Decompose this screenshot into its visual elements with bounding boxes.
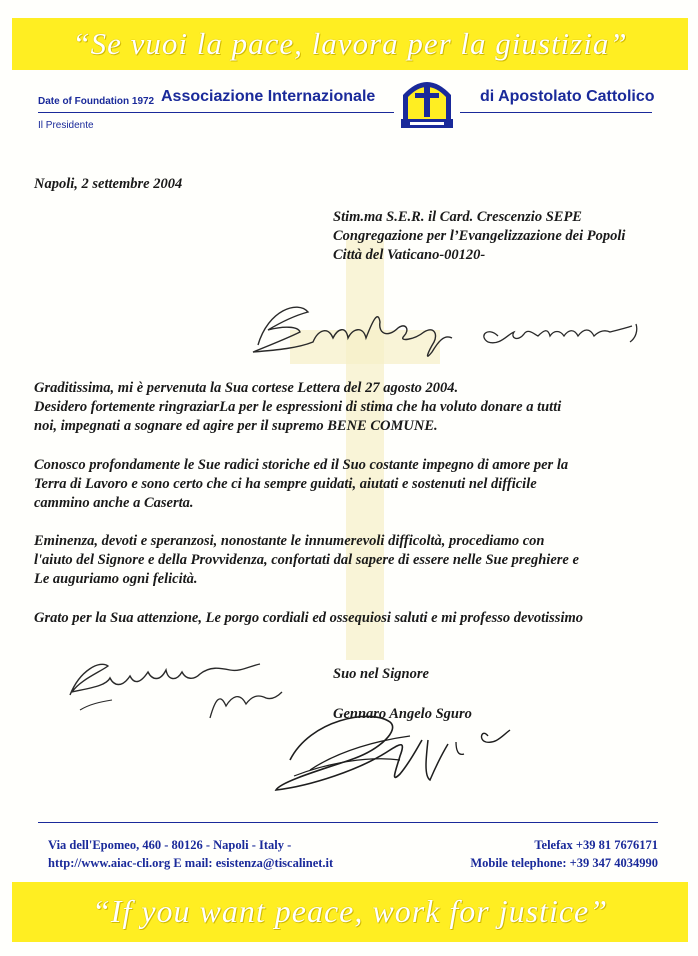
paragraph <box>34 379 561 436</box>
association-name-right: di Apostolato Cattolico <box>480 88 655 105</box>
letterhead-rule-left <box>38 112 394 113</box>
recipient-line: Congregazione per l’Evangelizzazione dei Popoli <box>333 228 626 244</box>
signer-name: Gennaro Angelo Sguro <box>333 706 472 722</box>
letterhead <box>38 86 660 120</box>
footer-contact-left <box>48 836 333 872</box>
recipient-line: Stim.ma S.E.R. il Card. Crescenzio SEPE <box>333 209 582 225</box>
bottom-motto-banner: “If you want peace, work for justice” <box>12 882 688 942</box>
paragraph-line: Terra di Lavoro e sono certo che ci ha sempre guidati, aiutati e sostenuti nel difficile <box>34 476 537 492</box>
paragraph <box>34 456 568 513</box>
paragraph-line: noi, impegnati a sognare ed agire per il supremo BENE COMUNE. <box>34 418 438 434</box>
footer-web-email: http://www.aiac-cli.org E mail: esistenza@tiscalinet.it <box>48 856 334 870</box>
association-name-left: Associazione Internazionale <box>161 88 376 105</box>
paragraph <box>34 609 583 628</box>
paragraph-line: Eminenza, devoti e speranzosi, nonostante le innumerevoli difficoltà, procediamo con <box>34 533 545 549</box>
recipient-line: Città del Vaticano-00120- <box>333 247 486 263</box>
foundation-date: Date of Foundation 1972 <box>38 96 155 107</box>
footer-contact-right <box>446 836 658 872</box>
paragraph <box>34 532 579 589</box>
president-label: Il Presidente <box>38 120 94 131</box>
letter-date: Napoli, 2 settembre 2004 <box>34 176 183 192</box>
recipient-block <box>333 208 625 265</box>
handwritten-greeting <box>238 290 648 365</box>
footer-rule <box>38 822 658 823</box>
footer-telefax: Telefax +39 81 7676171 <box>534 838 658 852</box>
handwritten-signature <box>250 700 550 810</box>
top-motto-banner: “Se vuoi la pace, lavora per la giustizia” <box>12 18 688 70</box>
footer-mobile: Mobile telephone: +39 347 4034990 <box>470 856 658 870</box>
paragraph-line: Desidero fortemente ringraziarLa per le espressioni di stima che ha voluto donare a tutti <box>34 399 562 415</box>
paragraph-line: Grato per la Sua attenzione, Le porgo cordiali ed ossequiosi saluti e mi professo devotissimo <box>34 610 584 626</box>
paragraph-line: Le auguriamo ogni felicità. <box>34 571 198 587</box>
paragraph-line: cammino anche a Caserta. <box>34 495 194 511</box>
cross-emblem-logo <box>397 73 457 129</box>
paragraph-line: Conosco profondamente le Sue radici storiche ed il Suo costante impegno di amore per la <box>34 457 569 473</box>
closing-line: Suo nel Signore <box>333 666 429 682</box>
footer-address: Via dell'Epomeo, 460 - 80126 - Napoli - Italy - <box>48 838 292 852</box>
paragraph-line: Graditissima, mi è pervenuta la Sua cortese Lettera del 27 agosto 2004. <box>34 380 459 396</box>
paragraph-line: l'aiuto del Signore e della Provvidenza, confortati dal sapere di essere nelle Sue preghiere e <box>34 552 579 568</box>
letterhead-rule-right <box>460 112 652 113</box>
